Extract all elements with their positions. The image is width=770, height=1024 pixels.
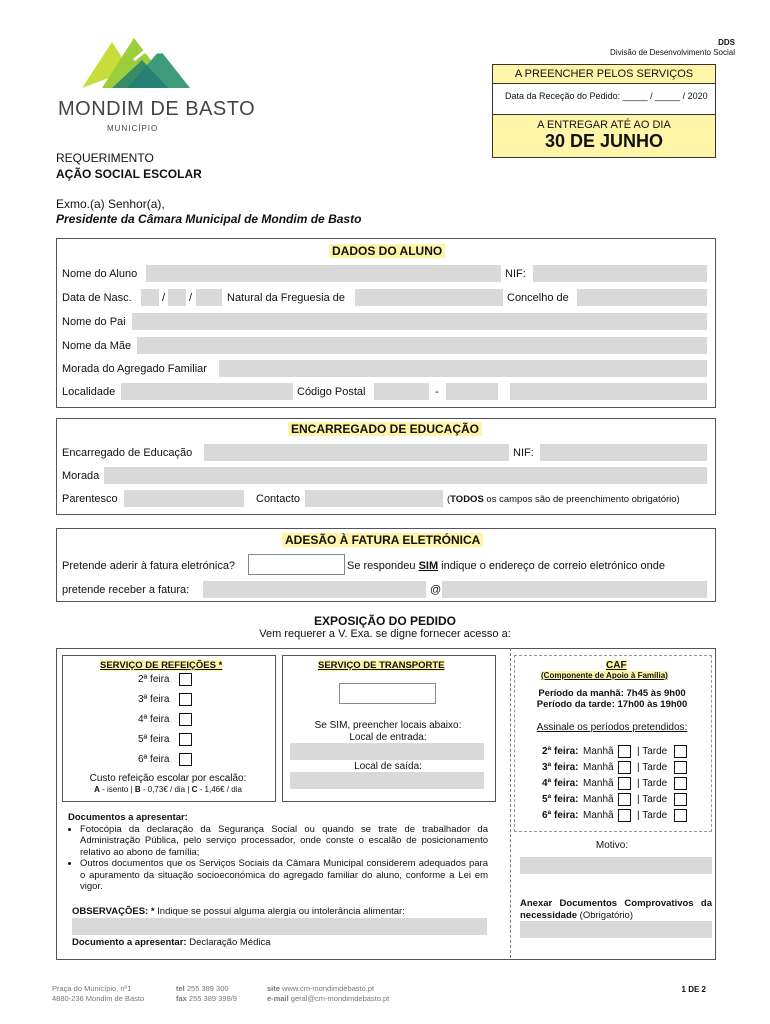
meal-day-checkbox[interactable] xyxy=(179,713,192,726)
page-number: 1 DE 2 xyxy=(681,985,706,994)
caf-title: CAF xyxy=(606,660,627,671)
birth-slash-1: / xyxy=(162,292,166,304)
guardian-nif-label: NIF: xyxy=(513,447,534,459)
cost-b: B xyxy=(134,785,141,794)
caf-morning-label: Manhã xyxy=(583,778,614,789)
caf-day-label: 2ª feira: xyxy=(542,746,579,757)
reception-date: Data da Receção do Pedido: _____ / _____ / 2020 xyxy=(505,91,708,101)
caf-morning-checkbox[interactable] xyxy=(618,745,631,758)
student-name-field[interactable] xyxy=(146,265,501,282)
county-label: Concelho de xyxy=(507,292,569,304)
guardian-nif-field[interactable] xyxy=(540,444,707,461)
caf-day-label: 6ª feira: xyxy=(542,810,579,821)
caf-attach-field[interactable] xyxy=(520,921,712,938)
mandatory-note xyxy=(447,494,680,505)
caf-afternoon-checkbox[interactable] xyxy=(674,809,687,822)
note-open: ( xyxy=(447,494,451,505)
caf-attach-bold: Anexar Documentos Comprovativos da necessidade xyxy=(520,898,712,921)
student-title: DADOS DO ALUNO xyxy=(329,244,445,258)
locality-label: Localidade xyxy=(62,386,116,398)
guardian-title: ENCARREGADO DE EDUCAÇÃO xyxy=(288,422,482,436)
meal-day-label: 6ª feira xyxy=(138,754,170,765)
footer-address xyxy=(52,984,144,1004)
documents-title: Documentos a apresentar: xyxy=(68,812,188,823)
medical-doc-label xyxy=(72,937,271,948)
meals-cost-values xyxy=(62,785,274,794)
caf-day-label: 5ª feira: xyxy=(542,794,579,805)
meals-cost-title: Custo refeição escolar por escalão: xyxy=(89,773,247,784)
caf-afternoon-checkbox[interactable] xyxy=(674,761,687,774)
caf-subtitle: (Componente de Apoio à Família) xyxy=(541,671,668,680)
contact-field[interactable] xyxy=(305,490,443,507)
footer-address-1: Praça do Município, nº1 xyxy=(52,984,132,993)
caf-afternoon-label: | Tarde xyxy=(637,794,668,805)
transport-exit-label: Local de saída: xyxy=(354,761,422,772)
if-yes-sim: SIM xyxy=(418,560,439,572)
footer-address-2: 4880-236 Mondim de Basto xyxy=(52,994,145,1003)
caf-morning-checkbox[interactable] xyxy=(618,761,631,774)
meals-title: SERVIÇO DE REFEIÇÕES * xyxy=(100,660,223,671)
caf-morning-label: Manhã xyxy=(583,746,614,757)
salutation: Exmo.(a) Senhor(a), xyxy=(56,197,165,211)
obs-title: OBSERVAÇÕES: * xyxy=(72,906,155,917)
transport-title: SERVIÇO DE TRANSPORTE xyxy=(318,660,445,671)
transport-entry-label: Local de entrada: xyxy=(349,732,427,743)
meal-day-checkbox[interactable] xyxy=(179,673,192,686)
birth-year-field[interactable] xyxy=(196,289,222,306)
cost-a-val: - isento | xyxy=(99,785,135,794)
email-at: @ xyxy=(430,584,442,596)
birth-label: Data de Nasc. xyxy=(62,292,132,304)
locality-field[interactable] xyxy=(121,383,293,400)
fax-value: 255 389 398/9 xyxy=(186,994,237,1003)
father-label: Nome do Pai xyxy=(62,316,126,328)
caf-morning-label: Manhã xyxy=(583,762,614,773)
email-label: e-mail xyxy=(267,994,289,1003)
note-text: os campos são de preenchimento obrigatório) xyxy=(483,494,680,505)
postal-suffix-field[interactable] xyxy=(446,383,498,400)
services-title: A PREENCHER PELOS SERVIÇOS xyxy=(493,65,715,84)
caf-motive-field[interactable] xyxy=(520,857,712,874)
meal-day-checkbox[interactable] xyxy=(179,733,192,746)
guardian-name-label: Encarregado de Educação xyxy=(62,447,193,459)
student-nif-label: NIF: xyxy=(505,268,526,280)
document-item: • Outros documentos que os Serviços Sociais da Câmara Municipal considerem adequados para o apuramento da situação socioeconómica do agregado familiar do aluno, conforme a Lei em vigor. xyxy=(80,858,488,893)
postal-dash: - xyxy=(435,386,439,398)
meal-day-label: 5ª feira xyxy=(138,734,170,745)
caf-morning-checkbox[interactable] xyxy=(618,777,631,790)
if-yes-2: indique o endereço de correio eletrónico onde xyxy=(438,560,666,572)
postal-place-field[interactable] xyxy=(510,383,707,400)
caf-afternoon-label: | Tarde xyxy=(637,762,668,773)
guardian-address-label: Morada xyxy=(62,470,100,482)
dds-label: DDS xyxy=(718,38,735,47)
logo-name: MONDIM DE BASTO xyxy=(58,98,256,120)
postal-label: Código Postal xyxy=(297,386,366,398)
deadline-box xyxy=(492,114,716,158)
caf-instruction: Assinale os períodos pretendidos: xyxy=(536,722,688,733)
invoice-question: Pretende aderir à fatura eletrónica? xyxy=(62,560,236,572)
logo-subtitle: MUNICÍPIO xyxy=(107,124,159,133)
request-type: REQUERIMENTO xyxy=(56,151,154,165)
cost-b-val: - 0,73€ / dia | xyxy=(140,785,192,794)
guardian-name-field[interactable] xyxy=(204,444,509,461)
caf-afternoon-checkbox[interactable] xyxy=(674,745,687,758)
transport-exit-field[interactable] xyxy=(290,772,484,789)
deliver-until: A ENTREGAR ATÉ AO DIA xyxy=(537,119,671,131)
obs-text: Indique se possui alguma alergia ou intolerância alimentar: xyxy=(154,906,405,917)
site-label: site xyxy=(267,984,280,993)
invoice-title: ADESÃO À FATURA ELETRÓNICA xyxy=(282,533,483,547)
logo xyxy=(72,30,192,92)
caf-day-label: 4ª feira: xyxy=(542,778,579,789)
caf-morning-label: Manhã xyxy=(583,794,614,805)
observations-label xyxy=(72,906,405,917)
tel-label: tel xyxy=(176,984,185,993)
doc-text: Declaração Médica xyxy=(186,937,271,948)
contact-label: Contacto xyxy=(256,493,301,505)
footer-phone xyxy=(176,984,237,1004)
birth-day-field[interactable] xyxy=(141,289,159,306)
footer-web xyxy=(267,984,389,1004)
mother-field[interactable] xyxy=(137,337,707,354)
father-field[interactable] xyxy=(132,313,707,330)
cost-c: C xyxy=(191,785,198,794)
caf-motive-label: Motivo: xyxy=(595,840,629,851)
transport-answer-field[interactable] xyxy=(339,683,436,704)
caf-afternoon-checkbox[interactable] xyxy=(674,777,687,790)
invoice-if-yes xyxy=(347,560,665,572)
parish-label: Natural da Freguesia de xyxy=(227,292,346,304)
division-label: Divisão de Desenvolvimento Social xyxy=(610,48,735,57)
relation-field[interactable] xyxy=(124,490,244,507)
cost-c-val: - 1,46€ / dia xyxy=(197,785,242,794)
note-bold: TODOS xyxy=(450,494,484,505)
cost-a: A xyxy=(94,785,100,794)
exposition-title: EXPOSIÇÃO DO PEDIDO xyxy=(313,614,457,628)
caf-separator xyxy=(510,648,511,958)
caf-afternoon-checkbox[interactable] xyxy=(674,793,687,806)
request-name: AÇÃO SOCIAL ESCOLAR xyxy=(56,167,202,181)
caf-day-label: 3ª feira: xyxy=(542,762,579,773)
addressee: Presidente da Câmara Municipal de Mondim de Basto xyxy=(56,212,362,226)
caf-afternoon-label: | Tarde xyxy=(637,810,668,821)
invoice-answer-field[interactable] xyxy=(248,554,345,575)
mother-label: Nome da Mãe xyxy=(62,340,132,352)
caf-attach-note: (Obrigatório) xyxy=(577,910,634,921)
observations-field[interactable] xyxy=(72,918,487,935)
transport-entry-field[interactable] xyxy=(290,743,484,760)
document-item: • Fotocópia da declaração da Segurança Social ou quando se trate de trabalhador da Administração Pública, pelo serviço processador, onde conste o escalão de posicionamento relativo ao abono de família; xyxy=(80,824,488,859)
caf-morning-checkbox[interactable] xyxy=(618,809,631,822)
doc-title: Documento a apresentar: xyxy=(72,937,187,948)
student-name-label: Nome do Aluno xyxy=(62,268,138,280)
meal-day-label: 3ª feira xyxy=(138,694,170,705)
meal-day-checkbox[interactable] xyxy=(179,753,192,766)
transport-if-yes: Se SIM, preencher locais abaixo: xyxy=(314,720,462,731)
birth-slash-2: / xyxy=(189,292,193,304)
email-user-field[interactable] xyxy=(203,581,426,598)
invoice-receive-label: pretende receber a fatura: xyxy=(62,584,190,596)
caf-morning-checkbox[interactable] xyxy=(618,793,631,806)
tel-value: 255 389 300 xyxy=(184,984,229,993)
if-yes-1: Se respondeu xyxy=(347,560,419,572)
birth-month-field[interactable] xyxy=(168,289,186,306)
guardian-address-field[interactable] xyxy=(104,467,707,484)
caf-morning: Período da manhã: 7h45 às 9h00 xyxy=(538,688,686,699)
caf-afternoon: Período da tarde: 17h00 às 19h00 xyxy=(536,699,688,710)
relation-label: Parentesco xyxy=(62,493,118,505)
mountain-logo-icon xyxy=(72,30,192,92)
email-link[interactable]: geral@cm-mondimdebasto.pt xyxy=(288,994,390,1003)
household-field[interactable] xyxy=(219,360,707,377)
parish-field[interactable] xyxy=(355,289,503,306)
services-box xyxy=(492,64,716,116)
fax-label: fax xyxy=(176,994,187,1003)
site-link[interactable]: www.cm-mondimdebasto.pt xyxy=(279,984,375,993)
meal-day-checkbox[interactable] xyxy=(179,693,192,706)
email-domain-field[interactable] xyxy=(442,581,707,598)
student-nif-field[interactable] xyxy=(533,265,707,282)
exposition-subtitle: Vem requerer a V. Exa. se digne fornecer acesso a: xyxy=(259,628,511,640)
caf-attach xyxy=(520,898,712,922)
postal-code-field[interactable] xyxy=(374,383,429,400)
county-field[interactable] xyxy=(577,289,707,306)
meal-day-label: 4ª feira xyxy=(138,714,170,725)
documents-block xyxy=(68,812,488,893)
household-label: Morada do Agregado Familiar xyxy=(62,363,207,375)
deadline: 30 DE JUNHO xyxy=(544,131,664,151)
caf-morning-label: Manhã xyxy=(583,810,614,821)
caf-afternoon-label: | Tarde xyxy=(637,778,668,789)
meal-day-label: 2ª feira xyxy=(138,674,170,685)
caf-afternoon-label: | Tarde xyxy=(637,746,668,757)
